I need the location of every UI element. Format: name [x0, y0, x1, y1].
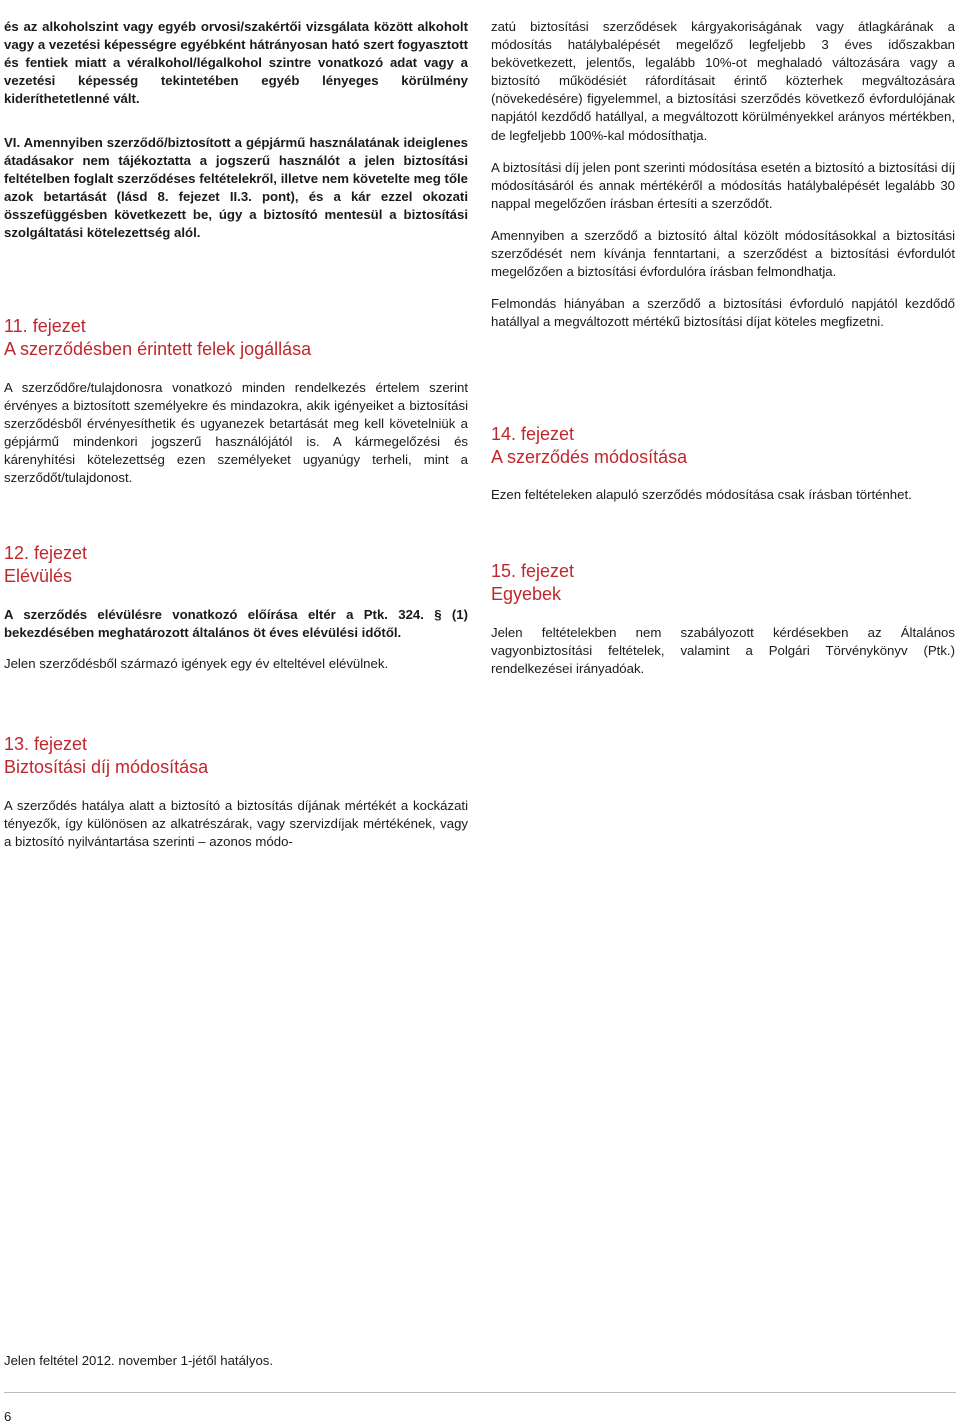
chapter-12-number: 12. fejezet	[4, 543, 88, 563]
chapter-15	[491, 560, 955, 678]
chapter-14-title: A szerződés módosítása	[491, 447, 688, 467]
chapter-15-title: Egyebek	[491, 584, 562, 604]
intro-paragraph-block	[4, 18, 468, 108]
chapter-13-paragraph-4: Felmondás hiányában a szerződő a biztosítási évforduló napjától kezdődő hatállyal a megváltozott mértékű biztosítási díjat köteles megfizetni.	[491, 296, 955, 330]
footer-divider	[4, 1392, 956, 1393]
chapter-13-continued	[491, 18, 955, 331]
chapter-13-title: Biztosítási díj módosítása	[4, 757, 209, 777]
chapter-13-heading	[4, 733, 468, 779]
effective-date-note: Jelen feltétel 2012. november 1-jétől hatályos.	[4, 1353, 274, 1368]
chapter-14-text: Ezen feltételeken alapuló szerződés módosítása csak írásban történhet.	[491, 487, 912, 502]
clause-vi-paragraph: VI. Amennyiben szerződő/biztosított a gépjármű használatának ideiglenes átadásakor nem tájékoztatta a jogszerű használót a jelen biztosítási feltételben foglalt szerződéses feltételekről, illetve nem követelte meg tőle azok betartását (lásd 8. fejezet II.3. pont), és a kár ezzel okozati összefüggésben következett be, úgy a biztosító mentesül a biztosítási szolgáltatási kötelezettség alól.	[4, 135, 468, 241]
chapter-12-heading	[4, 542, 468, 588]
chapter-15-number: 15. fejezet	[491, 561, 575, 581]
chapter-12-paragraph-1: A szerződés elévülésre vonatkozó előírása eltér a Ptk. 324. § (1) bekezdésében meghatározott általános öt éves elévülési időtől.	[4, 607, 468, 641]
chapter-15-text: Jelen feltételekben nem szabályozott kérdésekben az Általános vagyonbiztosítási feltételek, valamint a Polgári Törvénykönyv (Ptk.) rendelkezései irányadóak.	[491, 625, 955, 677]
chapter-12-title: Elévülés	[4, 566, 73, 586]
chapter-11	[4, 315, 468, 488]
chapter-13-number: 13. fejezet	[4, 734, 88, 754]
chapter-11-title: A szerződésben érintett felek jogállása	[4, 339, 312, 359]
intro-paragraph: és az alkoholszint vagy egyéb orvosi/szakértői vizsgálata között alkoholt vagy a vezetési képességre egyébként hátrányosan ható szert fogyasztott és fentiek miatt a véralkohol/légalkohol szintre vonatkozó adat vagy a vezetési képesség tekintetében egyéb lényeges körülmény kideríthetetlenné vált.	[4, 19, 468, 107]
chapter-14-heading	[491, 423, 955, 469]
chapter-12-paragraph-2: Jelen szerződésből származó igények egy év elteltével elévülnek.	[4, 656, 389, 672]
clause-vi-block	[4, 134, 468, 243]
chapter-11-number: 11. fejezet	[4, 316, 86, 336]
page-number: 6	[4, 1409, 12, 1424]
chapter-14-number: 14. fejezet	[491, 424, 575, 444]
chapter-13-paragraph-3: Amennyiben a szerződő a biztosító által közölt módosításokkal a biztosítási szerződését nem kívánja fenntartani, a szerződést a biztosítási évfordulót megelőzően a biztosítási évfordulóra írásban felmondhatja.	[491, 227, 955, 280]
chapter-12	[4, 542, 468, 673]
chapter-14	[491, 423, 955, 504]
chapter-13-continued-paragraph: zatú biztosítási szerződések kárgyakoriságának vagy átlagkárának a módosítás hatálybalépését megelőző legfeljebb 3 éves időszakban bekövetkezett, jelentős, legalább 10%-ot meghaladó változására vagy a biztosító működésiét ráfordításait érintő közterhek megváltozására (növekedésére) figyelemmel, a biztosítási szerződés következő évfordulójának napjától kezdődő hatállyal, a megváltozott körülményekkel arányos mértékben, de legfeljebb 100%-kal módosíthatja.	[491, 19, 955, 143]
chapter-13	[4, 733, 468, 851]
chapter-11-text: A szerződőre/tulajdonosra vonatkozó minden rendelkezés értelem szerint érvényes a biztosított személyekre és mindazokra, akik igényeiket a biztosítási szerződésből érvényesíthetik és ugyanezek betartását meg kell követelniük a gépjármű mindenkori jogszerű használójától is. A kármegelőzési és kárenyhítési kötelezettség ezen személyeket ugyanúgy terheli, mint a szerződőt/tulajdonost.	[4, 380, 468, 486]
chapter-13-text: A szerződés hatálya alatt a biztosító a biztosítás díjának mértékét a kockázati tényezők, így különösen az alkatrészárak, vagy szervizdíjak mértékének, vagy a biztosító nyilvántartása szerinti – azonos módo-	[4, 798, 468, 850]
chapter-11-heading	[4, 315, 468, 361]
chapter-13-paragraph-2: A biztosítási díj jelen pont szerinti módosítása esetén a biztosító a biztosítási díj módosításáról és annak mértékéről a módosítás hatálybalépését legalább 30 nappal megelőzően írásban értesíti a szerződőt.	[491, 159, 956, 211]
chapter-15-heading	[491, 560, 955, 606]
